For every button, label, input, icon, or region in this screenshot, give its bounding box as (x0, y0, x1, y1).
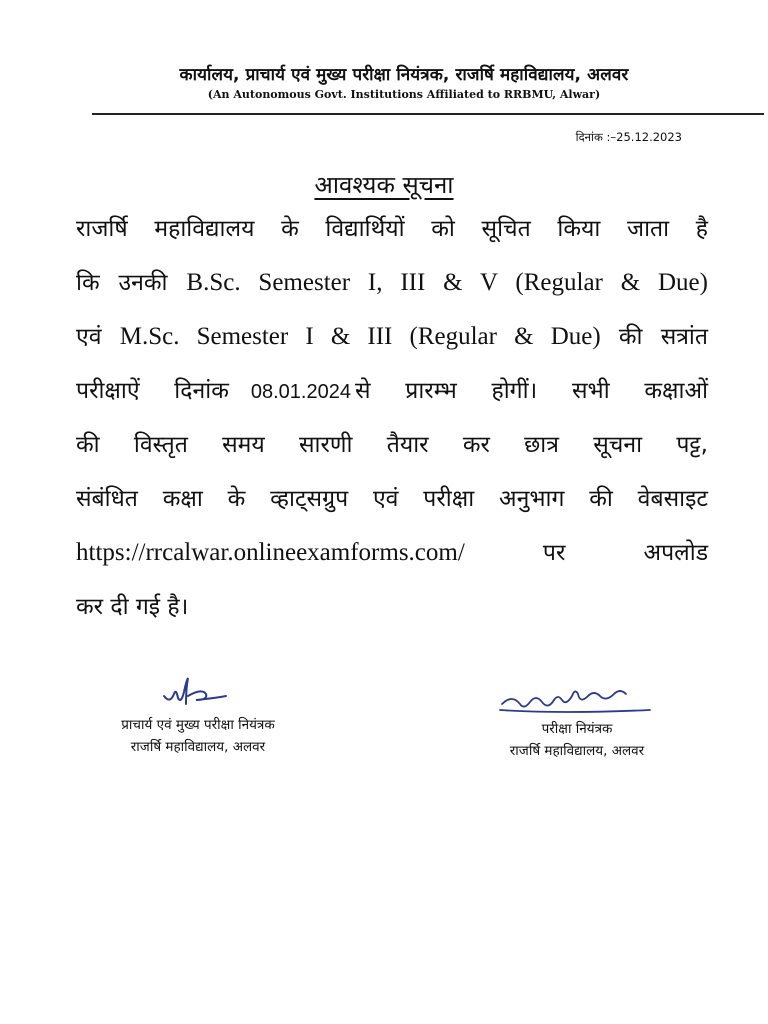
institution-subtitle: (An Autonomous Govt. Institutions Affiliated to RRBMU, Alwar) (207, 88, 601, 101)
body-line (76, 310, 708, 364)
body-line (76, 256, 708, 310)
body-text: राजर्षि महाविद्यालय के विद्यार्थियों को सूचित किया जाता है (76, 216, 708, 242)
body-line (76, 202, 708, 256)
course-msc: M.Sc. Semester I & III (Regular & Due) (119, 323, 601, 350)
body-text: की विस्तृत समय सारणी तैयार कर छात्र सूचना पट्ट, (76, 432, 708, 458)
website-url[interactable]: https://rrcalwar.onlineexamforms.com/ (76, 539, 465, 566)
controller-signature-block (482, 690, 672, 762)
principal-org: राजर्षि महाविद्यालय, अलवर (130, 739, 266, 755)
principal-signature (158, 674, 238, 714)
body-text: परीक्षाऐं दिनांक (76, 378, 229, 404)
exam-start-date: 08.01.2024 (250, 381, 351, 403)
body-line (76, 364, 708, 418)
controller-org: राजर्षि महाविद्यालय, अलवर (509, 743, 645, 759)
principal-signature-block (90, 674, 306, 758)
body-line (76, 526, 708, 580)
body-line (76, 418, 708, 472)
body-text: एवं (76, 324, 102, 350)
principal-title: प्राचार्य एवं मुख्य परीक्षा नियंत्रक (121, 717, 275, 733)
controller-title: परीक्षा नियंत्रक (541, 721, 613, 737)
office-title: कार्यालय, प्राचार्य एवं मुख्य परीक्षा नियंत्रक, राजर्षि महाविद्यालय, अलवर (179, 65, 629, 85)
body-text: संबंधित कक्षा के व्हाट्सग्रुप एवं परीक्षा अनुभाग की वेबसाइट (76, 486, 708, 512)
header-divider (92, 113, 764, 115)
notice-date: दिनांक :–25.12.2023 (575, 130, 682, 144)
body-text: से प्रारम्भ होगीं। सभी कक्षाओं (354, 378, 708, 404)
course-bsc: B.Sc. Semester I, III & V (Regular & Due) (186, 269, 708, 296)
body-text: पर अपलोड (542, 540, 709, 566)
notice-heading-text: आवश्यक सूचना (314, 171, 454, 199)
body-line (76, 580, 708, 634)
controller-signature (492, 690, 662, 718)
body-text: की सत्रांत (618, 324, 709, 350)
body-text: कि उनकी (76, 270, 168, 296)
body-line (76, 472, 708, 526)
notice-body (76, 202, 708, 634)
notice-heading (0, 168, 768, 201)
body-text: कर दी गई है। (76, 594, 189, 620)
